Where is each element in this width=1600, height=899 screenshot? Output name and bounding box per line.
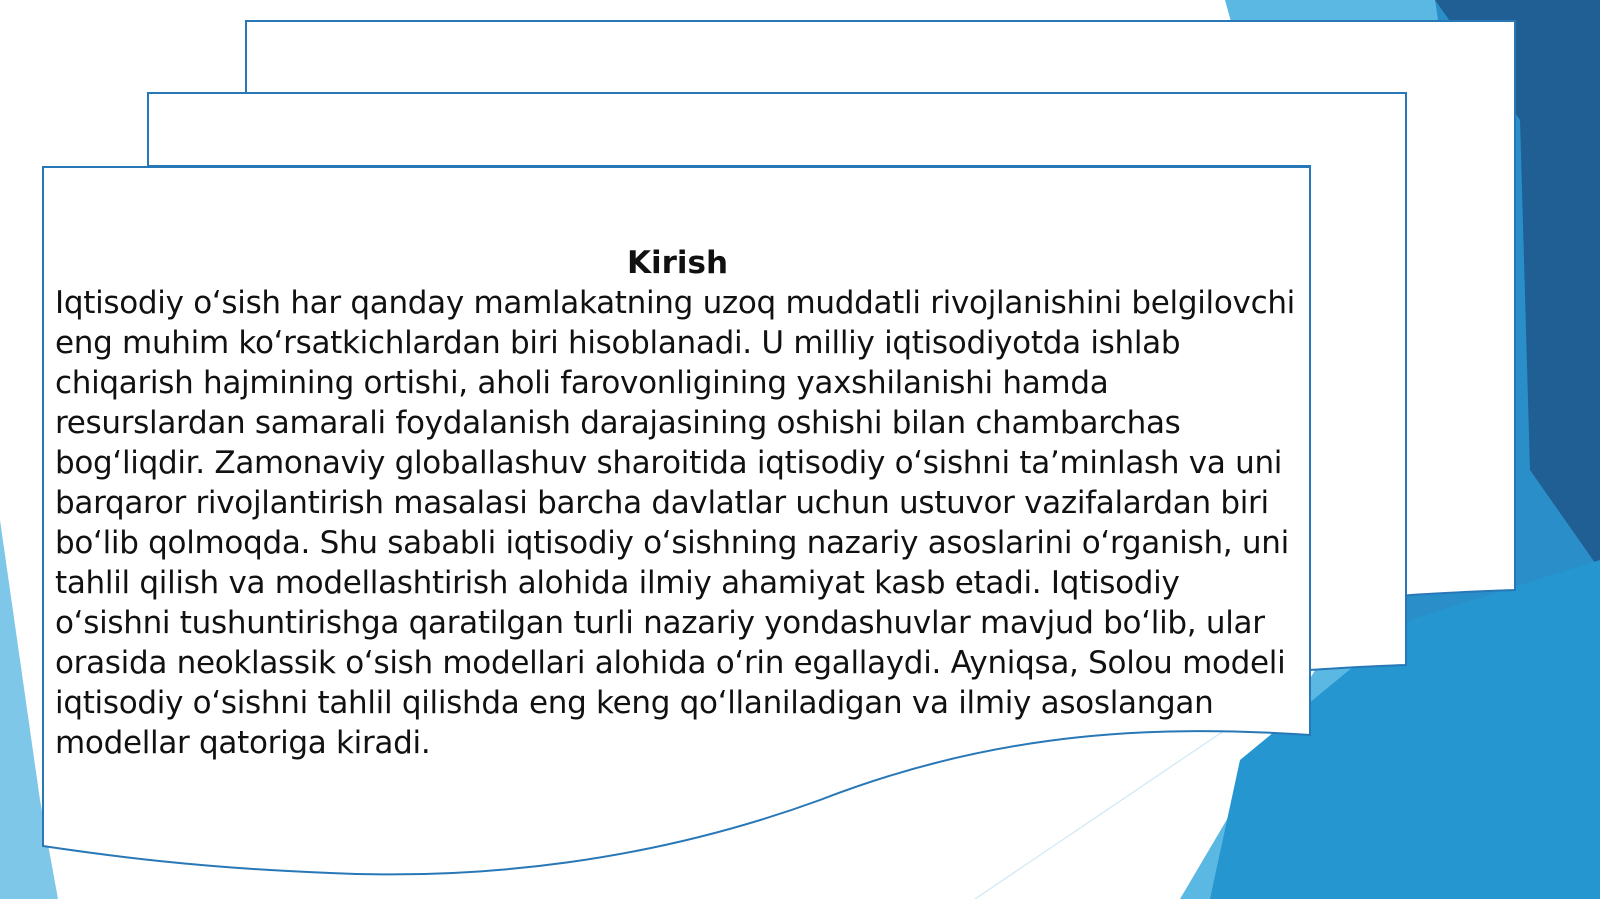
document-content: [55, 243, 1300, 763]
document-title: Kirish: [626, 245, 729, 281]
document-paragraph: Iqtisodiy oʻsish har qanday mamlakatning uzoq muddatli rivojlanishini belgilovchi eng muhim koʻrsatkichlardan biri hisoblanadi. U milliy iqtisodiyotda ishlab chiqarish hajmining ortishi, aholi farovonligining yaxshilanishi hamda resurslardan samarali foydalanish darajasining oshishi bilan chambarchas bogʻliqdir. Zamonaviy globallashuv sharoitida iqtisodiy oʻsishni taʼminlash va uni barqaror rivojlantirish masalasi barcha davlatlar uchun ustuvor vazifalardan biri boʻlib qolmoqda. Shu sababli iqtisodiy oʻsishning nazariy asoslarini oʻrganish, uni tahlil qilish va modellashtirish alohida ilmiy ahamiyat kasb etadi. Iqtisodiy oʻsishni tushuntirishga qaratilgan turli nazariy yondashuvlar mavjud boʻlib, ular orasida neoklassik oʻsish modellari alohida oʻrin egallaydi. Ayniqsa, Solou modeli iqtisodiy oʻsishni tahlil qilishda eng keng qoʻllaniladigan va ilmiy asoslangan modellar qatoriga kiradi.: [55, 285, 1295, 761]
